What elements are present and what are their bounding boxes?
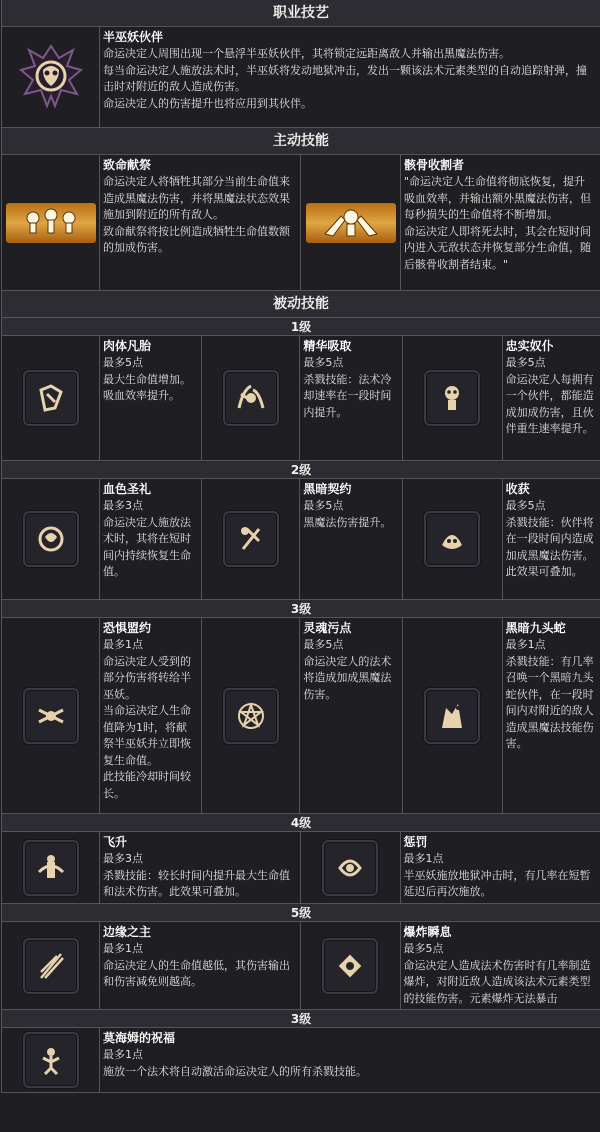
passive-skill [201,618,401,813]
mortal-flesh-icon [23,370,79,426]
passive-skill-icon-cell [301,832,401,903]
passive-skill-max-points: 最多5点 [403,942,444,955]
passive-skill [2,336,201,460]
passive-skill [2,922,300,1009]
passive-skill-icon-cell [301,922,401,1009]
passive-skill-name: 飞升 [103,835,128,849]
passive-skill-text [100,618,201,813]
tier-row [2,618,600,814]
passive-skill-text [100,1028,600,1092]
passive-skill-name: 莫海姆的祝福 [103,1031,176,1045]
passive-skill-desc: 命运决定人受到的部分伤害将转给半巫妖。 [103,654,191,701]
passive-skill-text [503,336,600,460]
tier-row [2,1028,600,1093]
passive-skill-icon-cell [403,479,503,599]
section-header-active-skills: 主动技能 [2,128,600,155]
passive-skill-max-points: 最多5点 [303,638,344,651]
passive-skill-desc: 当命运决定人生命值降为1时，将献祭半巫妖并立即恢复生命值。 [103,704,191,767]
passive-skill-icon-cell [2,832,100,903]
passive-skill-max-points: 最多5点 [505,499,546,512]
active-skill-1-desc-1: 命运决定人将牺牲其部分当前生命值来造成黑魔法伤害，并将黑魔法状态效果施加到附近的所有敌人。 [103,175,290,221]
tier-row [2,832,600,904]
loyal-servant-icon [424,370,480,426]
ascension-icon [23,840,79,896]
section-header-passive-skills: 被动技能 [2,291,600,318]
passive-skill-max-points: 最多1点 [103,942,143,955]
passive-skill-desc: 命运决定人造成法术伤害时有几率制造爆炸，对附近敌人造成该法术元素类型的技能伤害。元素爆炸无法暴击 [403,958,591,1005]
passive-skill [2,479,201,599]
passive-skill-desc: 命运决定人施放法术时，其将在短时间内持续恢复生命值。 [103,515,191,578]
active-skill-2-icon-cell [301,155,401,290]
blood-sacrament-icon [23,511,79,567]
passive-skill-name: 惩罚 [403,835,428,849]
explosive-moment-icon [322,938,378,994]
passive-skill-icon-cell [403,618,503,813]
passive-skill [201,479,401,599]
section-header-class-skill: 职业技艺 [2,0,600,27]
tier-row [2,336,600,461]
passive-skill-desc: 命运决定人每拥有一个伙伴，都能造成加成伤害，且伙伴重生速率提升。 [505,372,594,435]
class-skill-desc-3: 命运决定人的伤害提升也将应用到其伙伴。 [103,96,312,110]
tier-row [2,479,600,600]
passive-skill-desc: 杀戮技能：法术冷却速率在一段时间内提升。 [303,372,392,419]
passive-skill-name: 黑暗契约 [303,482,352,496]
passive-skill-text [503,479,600,599]
passive-skill-name: 肉体凡胎 [103,339,152,353]
passive-skill-text [100,832,300,903]
tier-header: 3级 [2,1010,600,1028]
passive-skill [2,618,201,813]
passive-skill-desc: 命运决定人的法术将造成加成黑魔法伤害。 [303,654,392,701]
passive-skill-desc: 杀戮技能：伙伴将在一段时间内造成加成黑魔法伤害。此效果可叠加。 [505,515,594,578]
passive-skill-max-points: 最多5点 [505,356,546,369]
passive-skill-text [401,922,600,1009]
passive-skill [402,618,600,813]
passive-skill-desc: 杀戮技能：有几率召唤一个黑暗九头蛇伙伴，在一段时间内对附近的敌人造成黑魔法技能伤害。 [505,654,594,750]
skulls-banner-icon [6,203,96,243]
passive-skill-name: 边缘之主 [103,925,152,939]
class-skill-name: 半巫妖伙伴 [103,30,164,44]
passive-skill-desc: 最大生命值增加。吸血效率提升。 [103,372,191,402]
passive-skill-name: 收获 [505,482,530,496]
retribution-icon [322,840,378,896]
passive-skill-icon-cell [202,336,300,460]
passive-skill-name: 血色圣礼 [103,482,152,496]
morheim-blessing-icon [23,1032,79,1088]
passive-skill-text [300,618,401,813]
tier-row [2,922,600,1010]
skill-sheet [1,0,600,1093]
tier-header: 5级 [2,904,600,922]
passive-skill-max-points: 最多1点 [103,638,143,651]
active-skills-row [2,155,600,291]
passive-skill-icon-cell [2,922,100,1009]
passive-skill [2,1028,600,1092]
lich-emblem-icon [15,40,87,114]
passive-skill [300,922,600,1009]
passive-skill-max-points: 最多5点 [303,356,344,369]
passive-skill-desc: 半巫妖施放地狱冲击时，有几率在短暂延迟后再次施放。 [403,868,591,898]
passive-skill-max-points: 最多1点 [103,1048,143,1061]
passive-skill-name: 忠实奴仆 [505,339,554,353]
passive-tiers [2,318,600,1093]
passive-skill [2,832,300,903]
passive-skill-desc: 此技能冷却时间较长。 [103,770,191,800]
bone-reaper-banner-icon [306,203,396,243]
class-skill-desc-1: 命运决定人周围出现一个悬浮半巫妖伙伴，其将锁定远距离敌人并输出黑魔法伤害。 [103,47,510,60]
passive-skill-icon-cell [2,1028,100,1092]
active-skill-1-desc-2: 致命献祭将按比例造成牺牲生命值数额的加成伤害。 [103,224,290,254]
passive-skill-icon-cell [2,479,100,599]
edge-lord-icon [23,938,79,994]
passive-skill-desc: 杀戮技能：较长时间内提升最大生命值和法术伤害。此效果可叠加。 [103,868,290,898]
active-skill-2-desc-2: 命运决定人即将死去时，其会在短时间内进入无敌状态并恢复部分生命值，随后骸骨收割者结束。" [404,224,591,271]
passive-skill [300,832,600,903]
passive-skill-max-points: 最多5点 [303,499,344,512]
active-skill-2-name: 骸骨收割者 [404,158,465,172]
active-skill-1-name: 致命献祭 [103,158,152,172]
dark-hydra-icon [424,688,480,744]
passive-skill-text [100,479,201,599]
passive-skill-icon-cell [202,618,300,813]
active-skill-1-icon-cell [2,155,100,290]
passive-skill-desc: 命运决定人的生命值越低，其伤害输出和伤害减免则越高。 [103,958,290,988]
class-skill-desc-2: 每当命运决定人施放法术时，半巫妖将发动地狱冲击，发出一颗该法术元素类型的自动追踪射弹，撞击时对附近的敌人造成伤害。 [103,63,587,93]
passive-skill-icon-cell [202,479,300,599]
dread-covenant-icon [23,688,79,744]
passive-skill-name: 恐惧盟约 [103,621,152,635]
passive-skill-icon-cell [2,336,100,460]
passive-skill-text [300,336,401,460]
passive-skill-icon-cell [403,336,503,460]
active-skill-2-desc-1: "命运决定人生命值将彻底恢复，提升吸血效率，并输出额外黑魔法伤害，但每秒损失的生命值将不断增加。 [404,175,591,221]
tier-header: 4级 [2,814,600,832]
passive-skill-max-points: 最多5点 [103,356,143,369]
passive-skill-max-points: 最多3点 [103,499,143,512]
passive-skill-text [503,618,600,813]
passive-skill-desc: 施放一个法术将自动激活命运决定人的所有杀戮技能。 [103,1064,367,1078]
passive-skill-max-points: 最多3点 [103,852,143,865]
soul-taint-icon [223,688,279,744]
active-skill-1-text [100,155,300,290]
essence-drain-icon [223,370,279,426]
dark-pact-icon [223,511,279,567]
passive-skill-name: 精华吸取 [303,339,352,353]
passive-skill-text [100,922,300,1009]
passive-skill [402,479,600,599]
class-skill-text [100,27,600,127]
passive-skill [402,336,600,460]
harvest-icon [424,511,480,567]
passive-skill-max-points: 最多1点 [505,638,546,651]
passive-skill-text [100,336,201,460]
passive-skill-name: 爆炸瞬息 [403,925,452,939]
tier-header: 2级 [2,461,600,479]
passive-skill-desc: 黑魔法伤害提升。 [303,515,392,529]
tier-header: 1级 [2,318,600,336]
active-skill-2 [300,155,599,290]
passive-skill-max-points: 最多1点 [403,852,444,865]
passive-skill [201,336,401,460]
tier-header: 3级 [2,600,600,618]
passive-skill-text [300,479,401,599]
passive-skill-name: 灵魂污点 [303,621,352,635]
passive-skill-text [401,832,600,903]
class-skill-icon-cell [2,27,100,127]
passive-skill-icon-cell [2,618,100,813]
active-skill-2-text [401,155,599,290]
class-skill-row [2,27,600,128]
passive-skill-name: 黑暗九头蛇 [505,621,566,635]
active-skill-1 [2,155,300,290]
